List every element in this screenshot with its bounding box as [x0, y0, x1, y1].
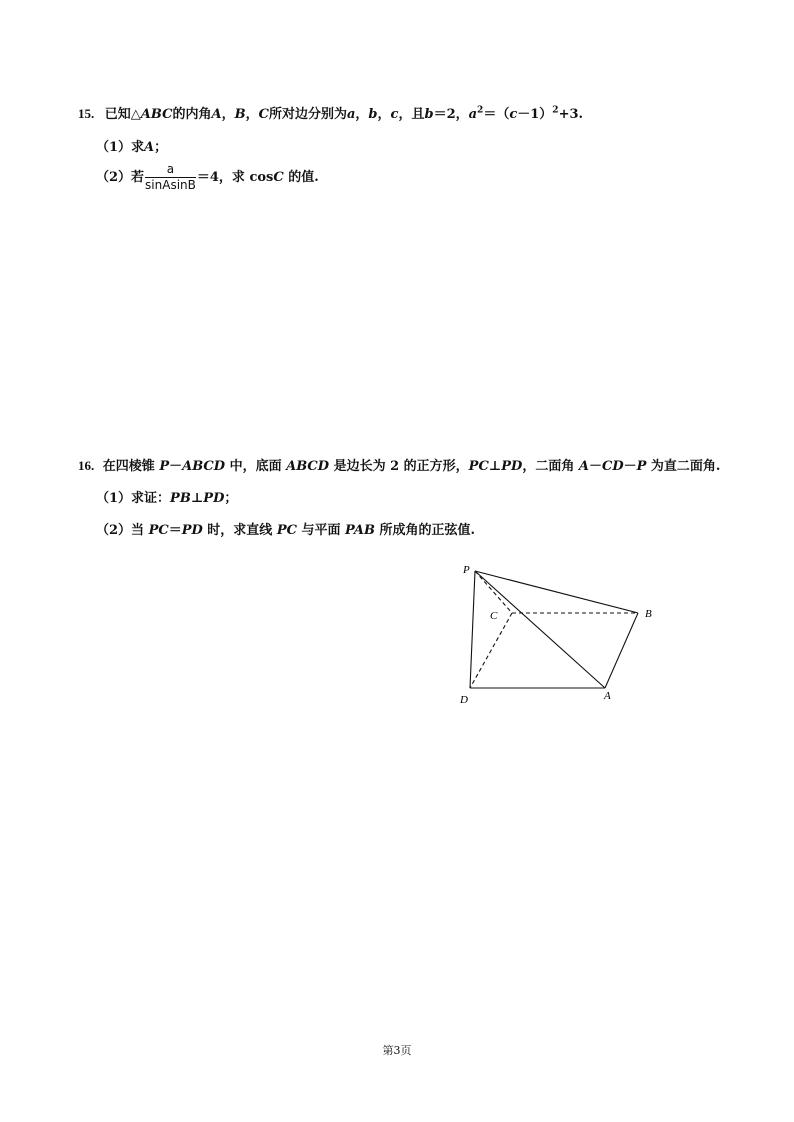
label-D: D — [460, 694, 468, 706]
q15-stem: 15. 已知△ABC的内角A，B，C所对边分别为a，b，c，且b＝2，$a^2=(c-1)^2+3$. — [78, 105, 584, 122]
label-P: P — [463, 564, 470, 576]
q16-stem: 16. 在四棱锥 P－ABCD 中，底面 ABCD 是边长为 2 的正方形，PC⊥PD，二面角 A－CD－P 为直二面角. — [78, 458, 721, 474]
label-A: A — [604, 690, 611, 702]
label-B: B — [645, 608, 652, 620]
edge-PC — [475, 571, 512, 613]
fraction: $\frac{a}{\text{sinAsinB}}$ — [145, 162, 196, 192]
edge-BA — [605, 613, 638, 688]
edge-CD — [470, 613, 512, 688]
page-number: 第3页 — [382, 1044, 412, 1057]
q16-number: 16. — [78, 458, 95, 473]
q15-part1: （1）求A； — [96, 140, 168, 155]
q16-part1: （1）求证：PB⊥PD； — [96, 491, 238, 506]
label-C: C — [490, 610, 498, 622]
q15-part2: （2）若 $\frac{a}{\text{sinAsinB}}$ ＝4，求 cosC 的值. — [96, 162, 319, 192]
edge-PD — [470, 571, 475, 688]
q15-number: 15. — [78, 106, 95, 121]
q16-part2: （2）当 PC＝PD 时，求直线 PC 与平面 PAB 所成角的正弦值. — [96, 523, 475, 538]
edge-PB — [475, 571, 638, 613]
edge-PA — [475, 571, 605, 688]
pyramid-figure — [450, 555, 670, 715]
